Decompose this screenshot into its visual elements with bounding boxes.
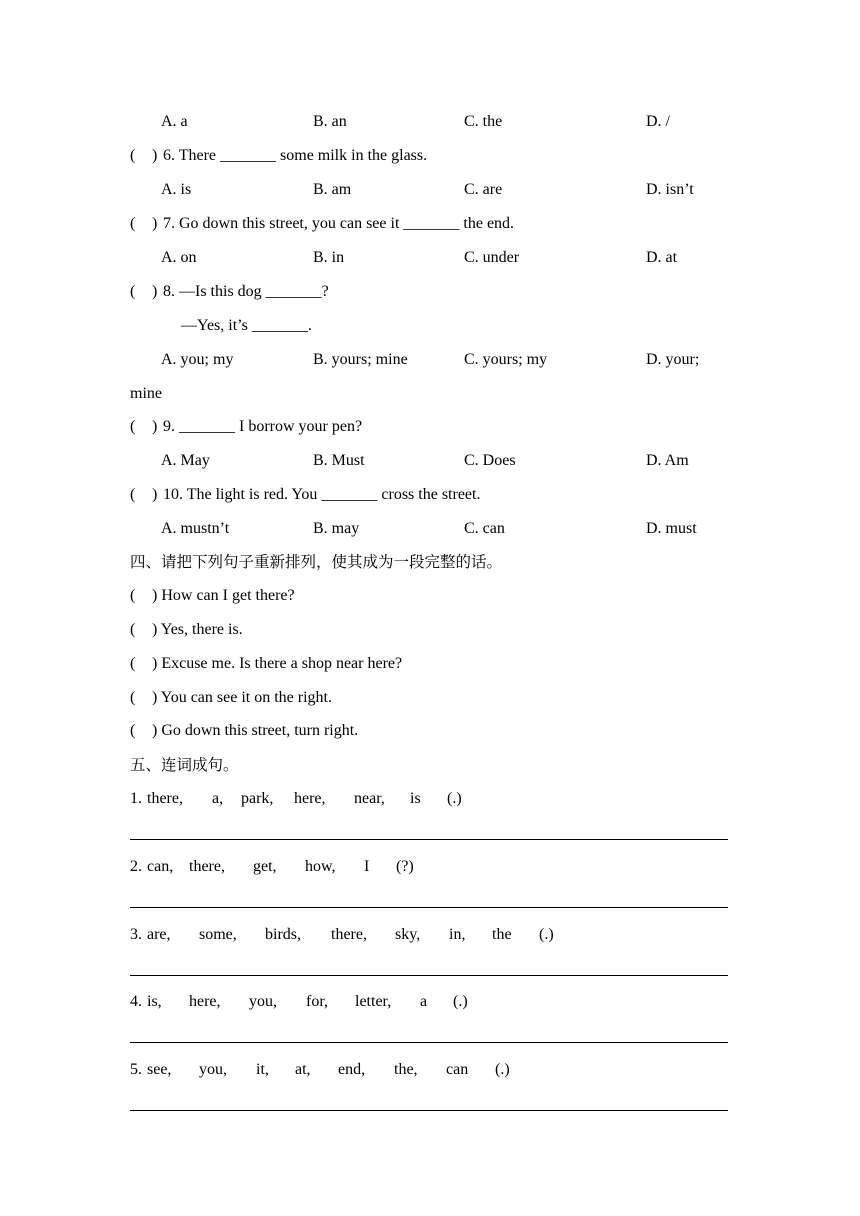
option-a: A. you; my xyxy=(161,351,234,368)
option-c: C. yours; my xyxy=(464,351,548,368)
option-a: A. mustn’t xyxy=(161,520,230,537)
answer-paren-open[interactable]: ( xyxy=(130,418,136,435)
dialogue-reply: —Yes, it’s _______. xyxy=(181,317,312,334)
option-b: B. am xyxy=(313,181,352,198)
word: for, xyxy=(306,993,329,1010)
word: you, xyxy=(249,993,277,1010)
option-d: D. Am xyxy=(646,452,689,469)
option-b: B. Must xyxy=(313,452,365,469)
option-b: B. may xyxy=(313,520,360,537)
word: letter, xyxy=(355,993,392,1010)
answer-line[interactable] xyxy=(130,1042,728,1043)
section-heading: 五、连词成句。 xyxy=(130,756,239,774)
word: are, xyxy=(147,926,171,943)
word: there, xyxy=(147,790,183,807)
item-number: 5. xyxy=(130,1061,142,1078)
word: birds, xyxy=(265,926,301,943)
answer-paren-close: ) xyxy=(152,486,158,503)
answer-paren-open[interactable]: ( xyxy=(130,621,136,638)
answer-paren-open[interactable]: ( xyxy=(130,689,136,706)
question-text: 8. —Is this dog _______? xyxy=(163,283,329,300)
answer-line[interactable] xyxy=(130,839,728,840)
option-d-continuation: mine xyxy=(130,385,162,402)
word: park, xyxy=(241,790,274,807)
word: see, xyxy=(147,1061,172,1078)
answer-paren-open[interactable]: ( xyxy=(130,722,136,739)
word: end, xyxy=(338,1061,366,1078)
option-d: D. must xyxy=(646,520,697,537)
answer-paren-close: ) xyxy=(152,215,158,232)
sentence-text: ) Yes, there is. xyxy=(152,621,243,638)
option-d: D. at xyxy=(646,249,678,266)
option-c: C. can xyxy=(464,520,505,537)
option-b: B. an xyxy=(313,113,347,130)
item-number: 2. xyxy=(130,858,142,875)
word: I xyxy=(364,858,370,875)
question-text: 9. _______ I borrow your pen? xyxy=(163,418,363,435)
word: sky, xyxy=(395,926,421,943)
word: the, xyxy=(394,1061,418,1078)
answer-paren-open[interactable]: ( xyxy=(130,587,136,604)
answer-paren-open[interactable]: ( xyxy=(130,283,136,300)
word: you, xyxy=(199,1061,227,1078)
option-d: D. your; xyxy=(646,351,700,368)
answer-paren-open[interactable]: ( xyxy=(130,215,136,232)
answer-line[interactable] xyxy=(130,975,728,976)
word: it, xyxy=(256,1061,269,1078)
word: here, xyxy=(294,790,326,807)
word: there, xyxy=(331,926,367,943)
word: how, xyxy=(305,858,336,875)
answer-paren-close: ) xyxy=(152,418,158,435)
option-d: D. isn’t xyxy=(646,181,694,198)
word: (.) xyxy=(495,1061,510,1078)
word: can xyxy=(446,1061,469,1078)
option-a: A. on xyxy=(161,249,197,266)
option-a: A. a xyxy=(161,113,188,130)
option-b: B. yours; mine xyxy=(313,351,408,368)
sentence-text: ) Go down this street, turn right. xyxy=(152,722,359,739)
option-d: D. / xyxy=(646,113,670,130)
word: (?) xyxy=(396,858,414,875)
item-number: 1. xyxy=(130,790,142,807)
word: is, xyxy=(147,993,162,1010)
answer-paren-open[interactable]: ( xyxy=(130,147,136,164)
item-number: 4. xyxy=(130,993,142,1010)
word: (.) xyxy=(539,926,554,943)
item-number: 3. xyxy=(130,926,142,943)
word: here, xyxy=(189,993,221,1010)
sentence-text: ) You can see it on the right. xyxy=(152,689,332,706)
word: near, xyxy=(354,790,385,807)
section-heading: 四、请把下列句子重新排列，使其成为一段完整的话。 xyxy=(130,553,503,571)
question-text: 10. The light is red. You _______ cross the street. xyxy=(163,486,481,503)
question-text: 6. There _______ some milk in the glass. xyxy=(163,147,428,164)
word: can, xyxy=(147,858,174,875)
answer-line[interactable] xyxy=(130,1110,728,1111)
word: there, xyxy=(189,858,225,875)
option-c: C. Does xyxy=(464,452,516,469)
word: in, xyxy=(449,926,466,943)
word: (.) xyxy=(453,993,468,1010)
sentence-text: ) Excuse me. Is there a shop near here? xyxy=(152,655,403,672)
option-c: C. are xyxy=(464,181,503,198)
question-text: 7. Go down this street, you can see it _______ the end. xyxy=(163,215,515,232)
word: get, xyxy=(253,858,277,875)
option-a: A. is xyxy=(161,181,192,198)
answer-paren-open[interactable]: ( xyxy=(130,486,136,503)
word: a xyxy=(420,993,428,1010)
option-c: C. under xyxy=(464,249,520,266)
word: (.) xyxy=(447,790,462,807)
word: is xyxy=(410,790,421,807)
answer-paren-close: ) xyxy=(152,283,158,300)
answer-paren-open[interactable]: ( xyxy=(130,655,136,672)
answer-line[interactable] xyxy=(130,907,728,908)
option-b: B. in xyxy=(313,249,345,266)
option-c: C. the xyxy=(464,113,503,130)
sentence-text: ) How can I get there? xyxy=(152,587,295,604)
word: a, xyxy=(212,790,224,807)
option-a: A. May xyxy=(161,452,210,469)
word: the xyxy=(492,926,512,943)
word: some, xyxy=(199,926,237,943)
answer-paren-close: ) xyxy=(152,147,158,164)
word: at, xyxy=(295,1061,311,1078)
